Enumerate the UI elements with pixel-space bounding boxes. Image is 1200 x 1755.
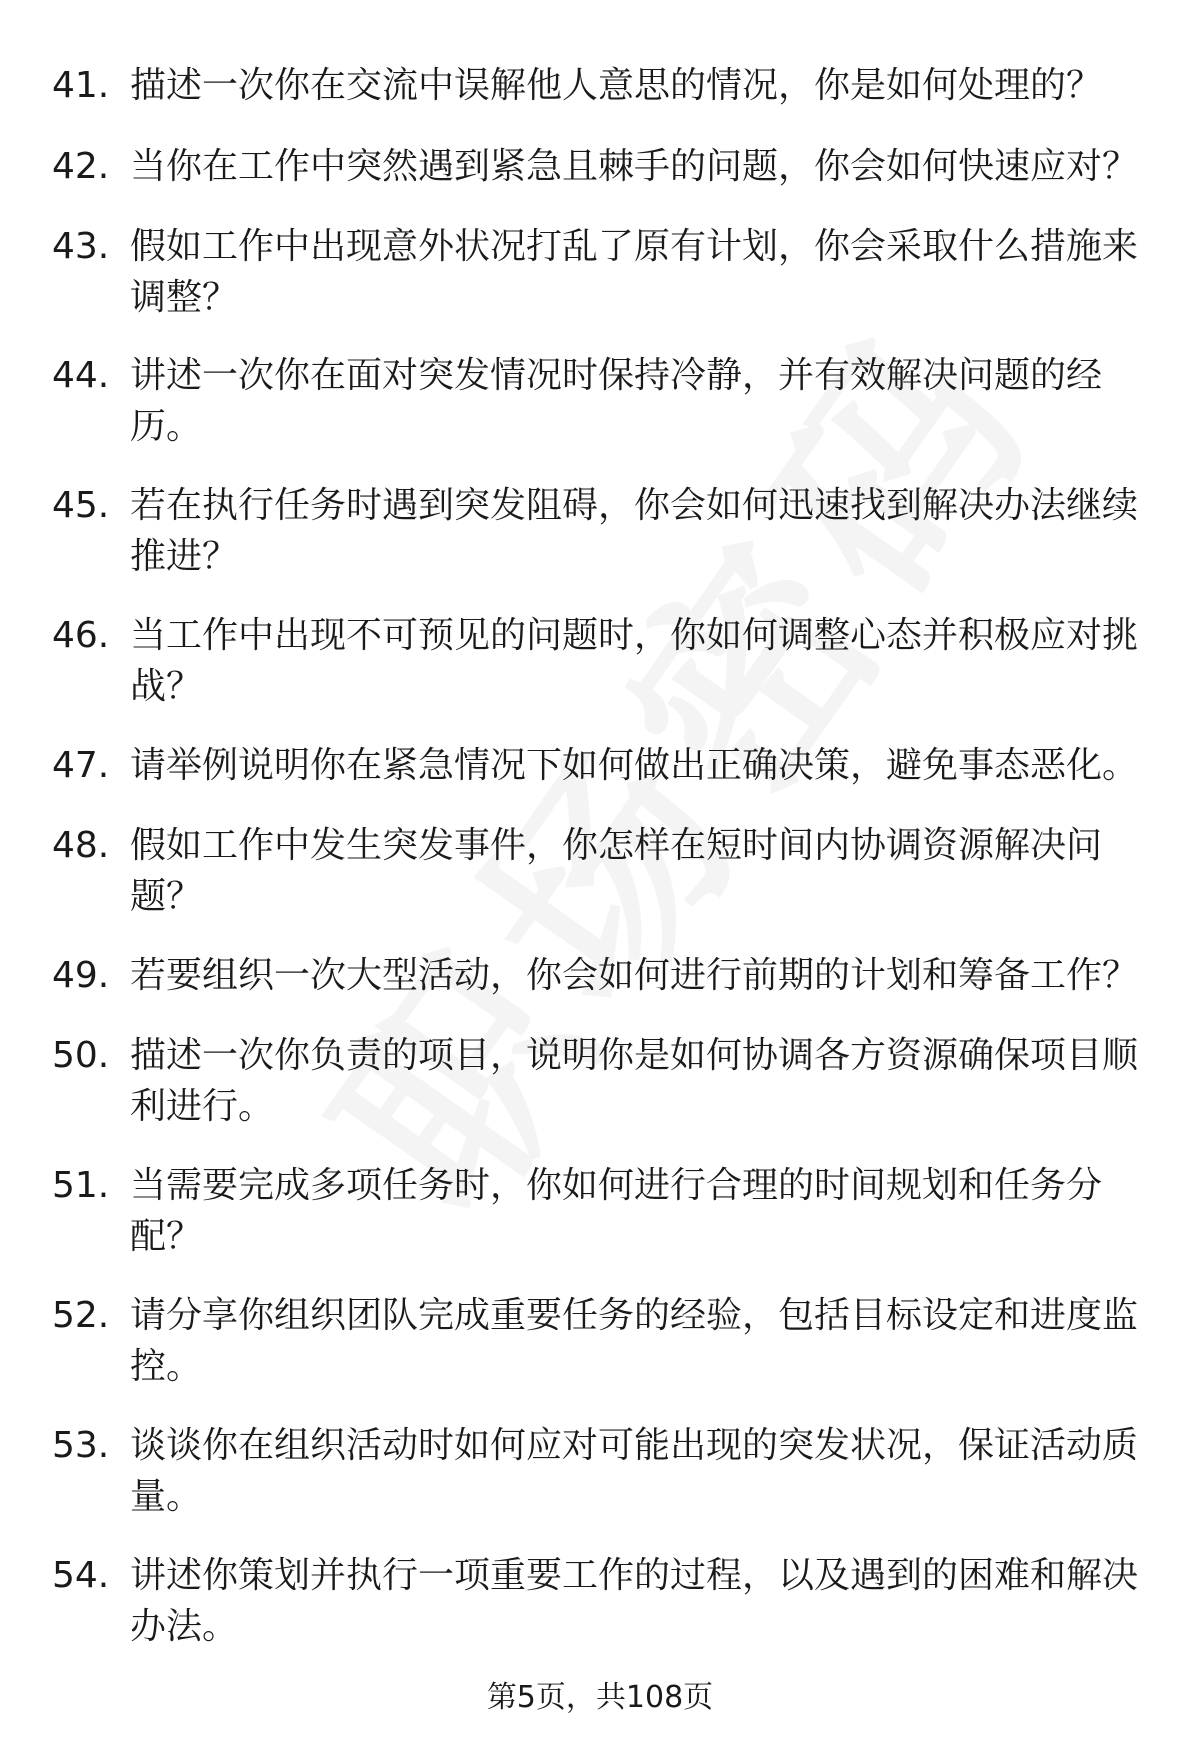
question-line: 控。 bbox=[130, 1346, 203, 1387]
question-number: 44. bbox=[52, 355, 110, 396]
question-text bbox=[130, 740, 1140, 791]
question-line: 假如工作中发生突发事件，你怎样在短时间内协调资源解决问 bbox=[130, 825, 1103, 866]
question-number: 51. bbox=[52, 1165, 110, 1206]
question-line: 历。 bbox=[130, 406, 203, 447]
question-line: 若要组织一次大型活动，你会如何进行前期的计划和筹备工作？ bbox=[130, 955, 1139, 996]
question-line: 配？ bbox=[130, 1216, 203, 1257]
question-number: 41. bbox=[52, 65, 110, 106]
question-text bbox=[130, 480, 1140, 582]
question-line: 描述一次你在交流中误解他人意思的情况，你是如何处理的？ bbox=[130, 65, 1103, 106]
question-line: 量。 bbox=[130, 1476, 203, 1517]
question-line: 若在执行任务时遇到突发阻碍，你会如何迅速找到解决办法继续 bbox=[130, 485, 1139, 526]
question-line: 当你在工作中突然遇到紧急且棘手的问题，你会如何快速应对？ bbox=[130, 146, 1139, 187]
question-number: 53. bbox=[52, 1425, 110, 1466]
question-number: 42. bbox=[52, 146, 110, 187]
question-text bbox=[130, 1420, 1140, 1522]
question-number: 49. bbox=[52, 955, 110, 996]
page-footer: 第5页，共108页 bbox=[486, 1680, 714, 1715]
question-line: 谈谈你在组织活动时如何应对可能出现的突发状况，保证活动质 bbox=[130, 1425, 1139, 1466]
question-text bbox=[130, 1290, 1140, 1392]
question-text bbox=[130, 350, 1140, 452]
question-number: 46. bbox=[52, 615, 110, 656]
question-text bbox=[130, 950, 1140, 1001]
question-line: 假如工作中出现意外状况打乱了原有计划，你会采取什么措施来 bbox=[130, 226, 1139, 267]
question-text bbox=[130, 1160, 1140, 1262]
question-line: 当需要完成多项任务时，你如何进行合理的时间规划和任务分 bbox=[130, 1165, 1103, 1206]
question-number: 47. bbox=[52, 745, 110, 786]
question-line: 题？ bbox=[130, 876, 203, 917]
question-line: 办法。 bbox=[130, 1606, 239, 1647]
question-number: 43. bbox=[52, 226, 110, 267]
question-text bbox=[130, 1030, 1140, 1132]
question-line: 讲述一次你在面对突发情况时保持冷静，并有效解决问题的经 bbox=[130, 355, 1103, 396]
question-text bbox=[130, 141, 1140, 192]
question-line: 讲述你策划并执行一项重要工作的过程，以及遇到的困难和解决 bbox=[130, 1555, 1139, 1596]
question-line: 利进行。 bbox=[130, 1086, 275, 1127]
question-text bbox=[130, 610, 1140, 712]
question-text bbox=[130, 221, 1140, 323]
question-number: 54. bbox=[52, 1555, 110, 1596]
question-line: 调整？ bbox=[130, 277, 239, 318]
question-line: 描述一次你负责的项目，说明你是如何协调各方资源确保项目顺 bbox=[130, 1035, 1139, 1076]
question-number: 50. bbox=[52, 1035, 110, 1076]
question-line: 战？ bbox=[130, 666, 203, 707]
question-text bbox=[130, 820, 1140, 922]
question-number: 52. bbox=[52, 1295, 110, 1336]
question-number: 48. bbox=[52, 825, 110, 866]
question-text bbox=[130, 60, 1140, 111]
question-number: 45. bbox=[52, 485, 110, 526]
question-text bbox=[130, 1550, 1140, 1652]
question-line: 当工作中出现不可预见的问题时，你如何调整心态并积极应对挑 bbox=[130, 615, 1139, 656]
question-line: 推进？ bbox=[130, 536, 239, 577]
question-line: 请分享你组织团队完成重要任务的经验，包括目标设定和进度监 bbox=[130, 1295, 1139, 1336]
question-line: 请举例说明你在紧急情况下如何做出正确决策，避免事态恶化。 bbox=[130, 745, 1139, 786]
